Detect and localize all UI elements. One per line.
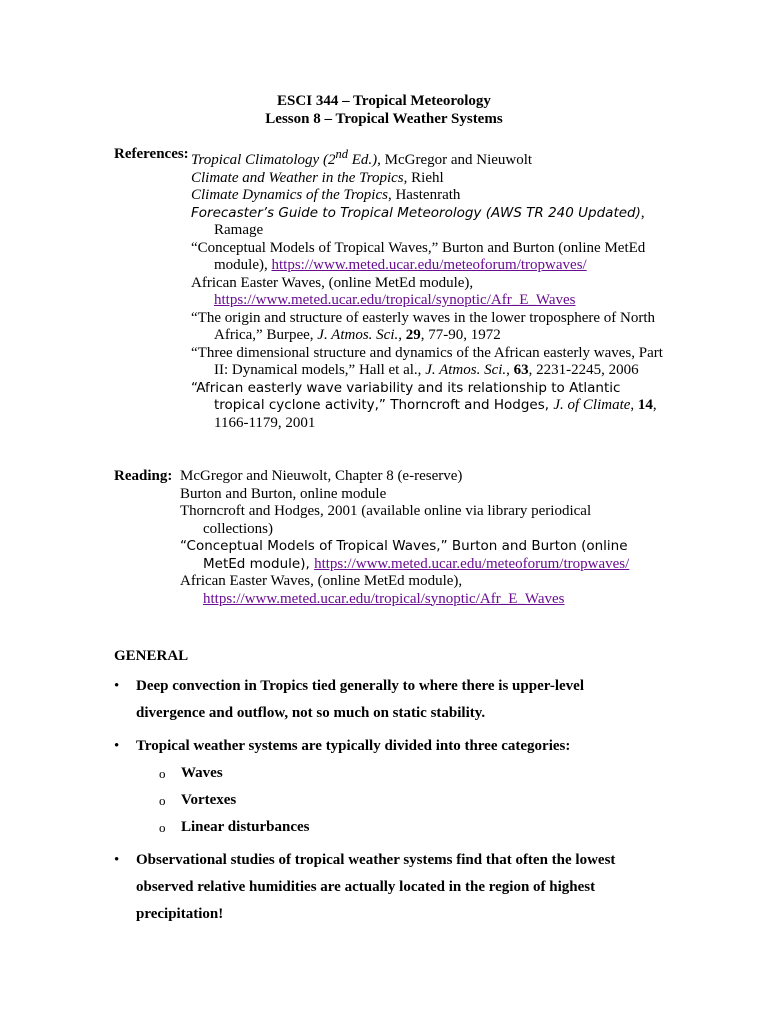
reference-item: Climate Dynamics of the Tropics, Hastenrath xyxy=(191,187,461,203)
sub-bullet-icon: o xyxy=(159,820,166,835)
sub-bullet-item: o Linear disturbances xyxy=(114,814,634,841)
bullet-icon: • xyxy=(114,678,120,694)
general-bullets xyxy=(114,673,634,934)
reading-label: Reading: xyxy=(114,468,173,484)
reference-item: “Conceptual Models of Tropical Waves,” Burton and Burton (online MetEd module), https://www.meted.ucar.edu/meteoforum/tropwaves/ xyxy=(191,239,646,273)
reference-item: Forecaster’s Guide to Tropical Meteorology (AWS TR 240 Updated), Ramage xyxy=(191,204,645,238)
sub-bullet-icon: o xyxy=(159,793,166,808)
reading-item: “Conceptual Models of Tropical Waves,” Burton and Burton (online MetEd module), https://www.meted.ucar.edu/meteoforum/tropwaves/ xyxy=(180,538,630,572)
reading-item: African Easter Waves, (online MetEd module), https://www.meted.ucar.edu/tropical/synoptic/Afr_E_Waves xyxy=(180,573,565,607)
bullet-icon: • xyxy=(114,738,120,754)
reference-item: “Three dimensional structure and dynamics of the African easterly waves, Part II: Dynamical models,” Hall et al., J. Atmos. Sci., 63, 2231-2245, 2006 xyxy=(191,344,663,378)
bullet-item: • Observational studies of tropical weather systems find that often the lowest observed relative humidities are actually located in the region of highest precipitation! xyxy=(114,847,634,928)
bullet-icon: • xyxy=(114,852,120,868)
reference-title: Climate and Weather in the Tropics xyxy=(191,169,404,186)
reading-item: Burton and Burton, online module xyxy=(180,485,387,502)
tropwaves-link[interactable]: https://www.meted.ucar.edu/meteoforum/tropwaves/ xyxy=(271,257,587,273)
reference-item: “The origin and structure of easterly waves in the lower troposphere of North Africa,” Burpee, J. Atmos. Sci., 29, 77-90, 1972 xyxy=(191,309,656,343)
reference-item: “African easterly wave variability and its relationship to Atlantic tropical cyclone activity,” Thorncroft and Hodges, J. of Climate, 14, 1166-1179, 2001 xyxy=(191,379,657,431)
tropwaves-reading-link[interactable]: https://www.meted.ucar.edu/meteoforum/tropwaves/ xyxy=(314,555,630,572)
bullet-item: • Deep convection in Tropics tied generally to where there is upper-level divergence and outflow, not so much on static stability. xyxy=(114,673,634,727)
reference-title: Climate Dynamics of the Tropics xyxy=(191,187,388,203)
reference-item: Tropical Climatology (2nd Ed.), McGregor and Nieuwolt xyxy=(191,147,533,168)
reference-title: Forecaster’s Guide to Tropical Meteorology (AWS TR 240 Updated) xyxy=(191,204,641,221)
afr-e-waves-link[interactable]: https://www.meted.ucar.edu/tropical/synoptic/Afr_E_Waves xyxy=(214,292,576,308)
course-title: ESCI 344 – Tropical Meteorology xyxy=(277,93,491,109)
reference-item: African Easter Waves, (online MetEd module), https://www.meted.ucar.edu/tropical/synoptic/Afr_E_Waves xyxy=(191,274,576,308)
bullet-item: • Tropical weather systems are typically divided into three categories: xyxy=(114,733,634,760)
references-label: References: xyxy=(114,146,189,162)
reading-list xyxy=(180,468,660,608)
afr-e-waves-reading-link[interactable]: https://www.meted.ucar.edu/tropical/synoptic/Afr_E_Waves xyxy=(203,590,565,607)
general-heading: GENERAL xyxy=(114,648,189,664)
lesson-title: Lesson 8 – Tropical Weather Systems xyxy=(265,111,503,127)
sub-bullet-item: o Waves xyxy=(114,760,634,787)
reading-item: Thorncroft and Hodges, 2001 (available online via library periodical collections) xyxy=(180,503,592,537)
references-list xyxy=(191,146,671,432)
sub-bullet-item: o Vortexes xyxy=(114,787,634,814)
reading-item: McGregor and Nieuwolt, Chapter 8 (e-reserve) xyxy=(180,468,463,484)
reference-title: Tropical Climatology (2nd Ed.) xyxy=(191,147,378,168)
sub-bullet-icon: o xyxy=(159,766,166,781)
reference-item: Climate and Weather in the Tropics, Riehl xyxy=(191,169,444,186)
